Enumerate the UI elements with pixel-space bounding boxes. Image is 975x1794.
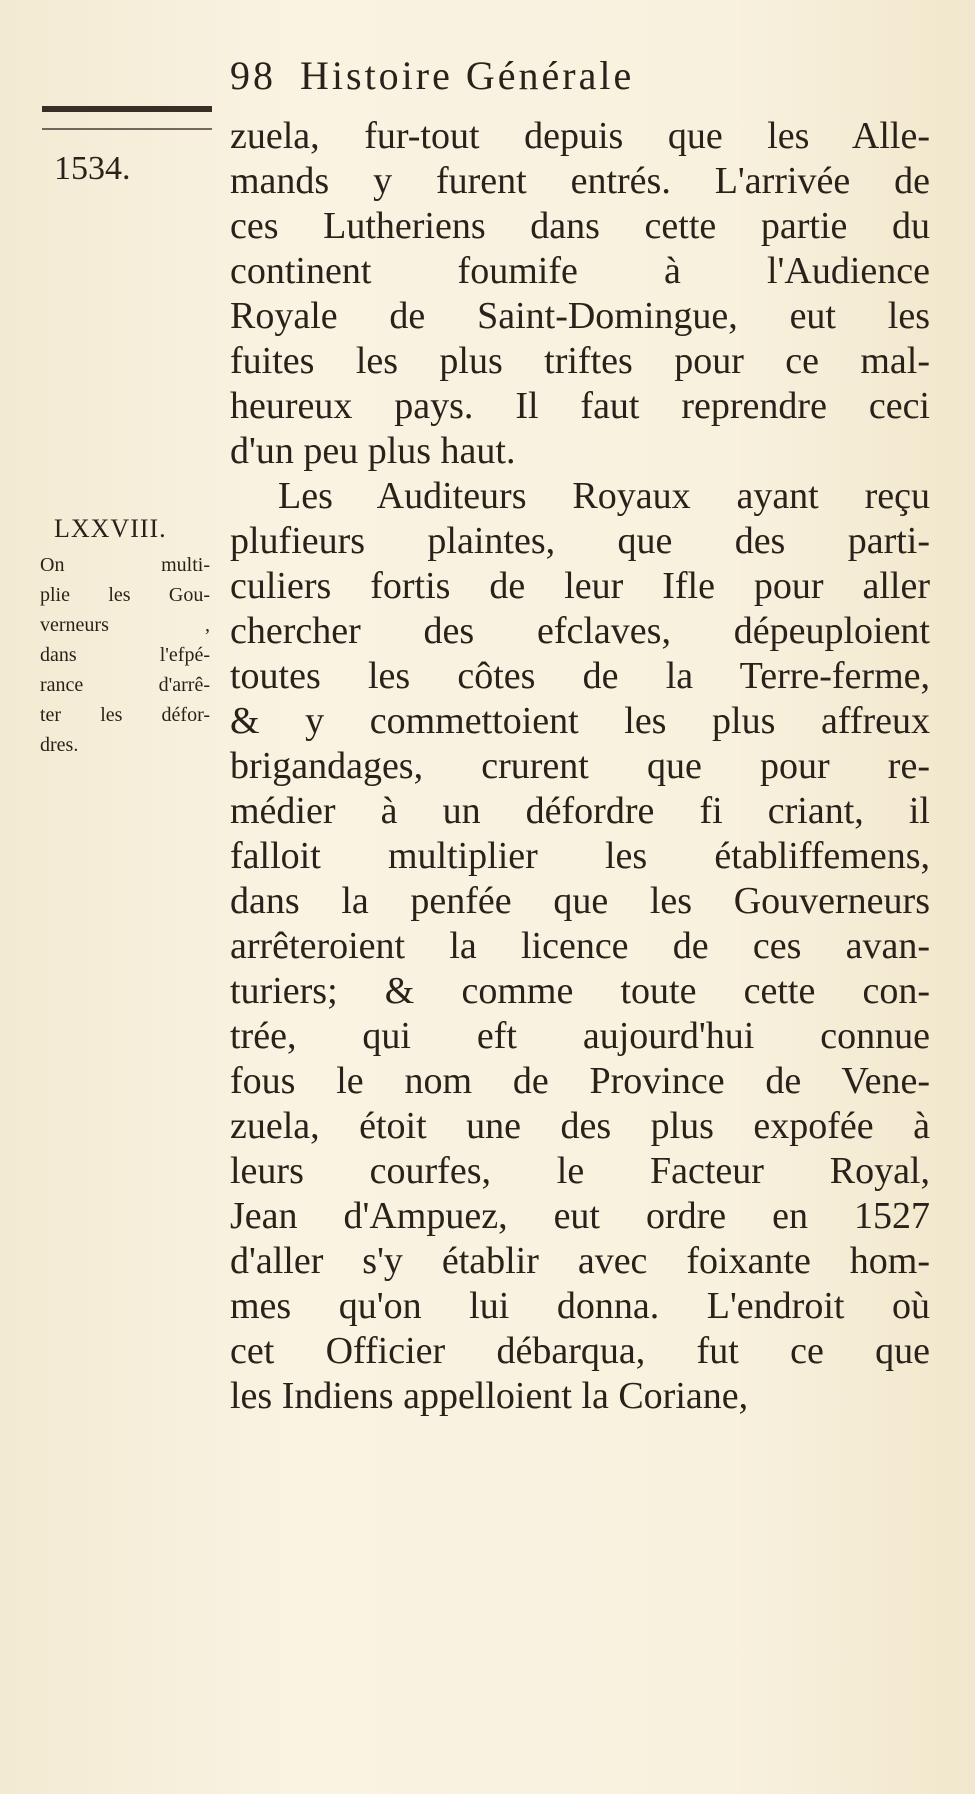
text-line: fous le nom de Province de Vene- [230,1060,930,1102]
text-line: heureux pays. Il faut reprendre ceci [230,385,930,427]
margin-note-line: verneurs , [40,614,210,636]
text-line: Royale de Saint-Domingue, eut les [230,295,930,337]
text-line: arrêteroient la licence de ces avan- [230,925,930,967]
text-line: & y commettoient les plus affreux [230,700,930,742]
text-line: fuites les plus triftes pour ce mal- [230,340,930,382]
text-line: trée, qui eft aujourd'hui connue [230,1015,930,1057]
main-text [230,114,930,1419]
margin-note-line: ter les défor- [40,704,210,726]
text-line: falloit multiplier les établiffemens, [230,835,930,877]
margin-section-number: LXXVIII. [54,514,167,543]
text-line: zuela, étoit une des plus expofée à [230,1105,930,1147]
page-header [230,52,930,112]
text-line: médier à un défordre fi criant, il [230,790,930,832]
text-line: mes qu'on lui donna. L'endroit où [230,1285,930,1327]
page-number: 98 [230,53,276,98]
text-line: cet Officier débarqua, fut ce que [230,1330,930,1372]
header-rule-thin [42,128,212,130]
margin-note-line: plie les Gou- [40,584,210,606]
text-line: d'un peu plus haut. [230,430,516,472]
text-line: culiers fortis de leur Ifle pour aller [230,565,930,607]
text-line: dans la penfée que les Gouverneurs [230,880,930,922]
text-line: Les Auditeurs Royaux ayant reçu [278,475,930,517]
text-line: Jean d'Ampuez, eut ordre en 1527 [230,1195,930,1237]
text-line: chercher des efclaves, dépeuploient [230,610,930,652]
text-line: les Indiens appelloient la Coriane, [230,1375,749,1417]
text-line: d'aller s'y établir avec foixante hom- [230,1240,930,1282]
text-line: brigandages, crurent que pour re- [230,745,930,787]
text-line: mands y furent entrés. L'arrivée de [230,160,930,202]
margin-note-line: On multi- [40,554,210,576]
text-line: ces Lutheriens dans cette partie du [230,205,930,247]
text-line: toutes les côtes de la Terre-ferme, [230,655,930,697]
margin-year: 1534. [54,150,131,187]
header-rule [42,106,212,112]
text-line: plufieurs plaintes, que des parti- [230,520,930,562]
margin-note [40,550,210,760]
text-line: leurs courfes, le Facteur Royal, [230,1150,930,1192]
margin-note-line: rance d'arrê- [40,674,210,696]
running-title: Histoire Générale [300,53,635,98]
margin-note-line: dres. [40,734,79,756]
margin-note-line: dans l'efpé- [40,644,210,666]
text-line: zuela, fur-tout depuis que les Alle- [230,115,930,157]
text-line: turiers; & comme toute cette con- [230,970,930,1012]
text-line: continent foumife à l'Audience [230,250,930,292]
